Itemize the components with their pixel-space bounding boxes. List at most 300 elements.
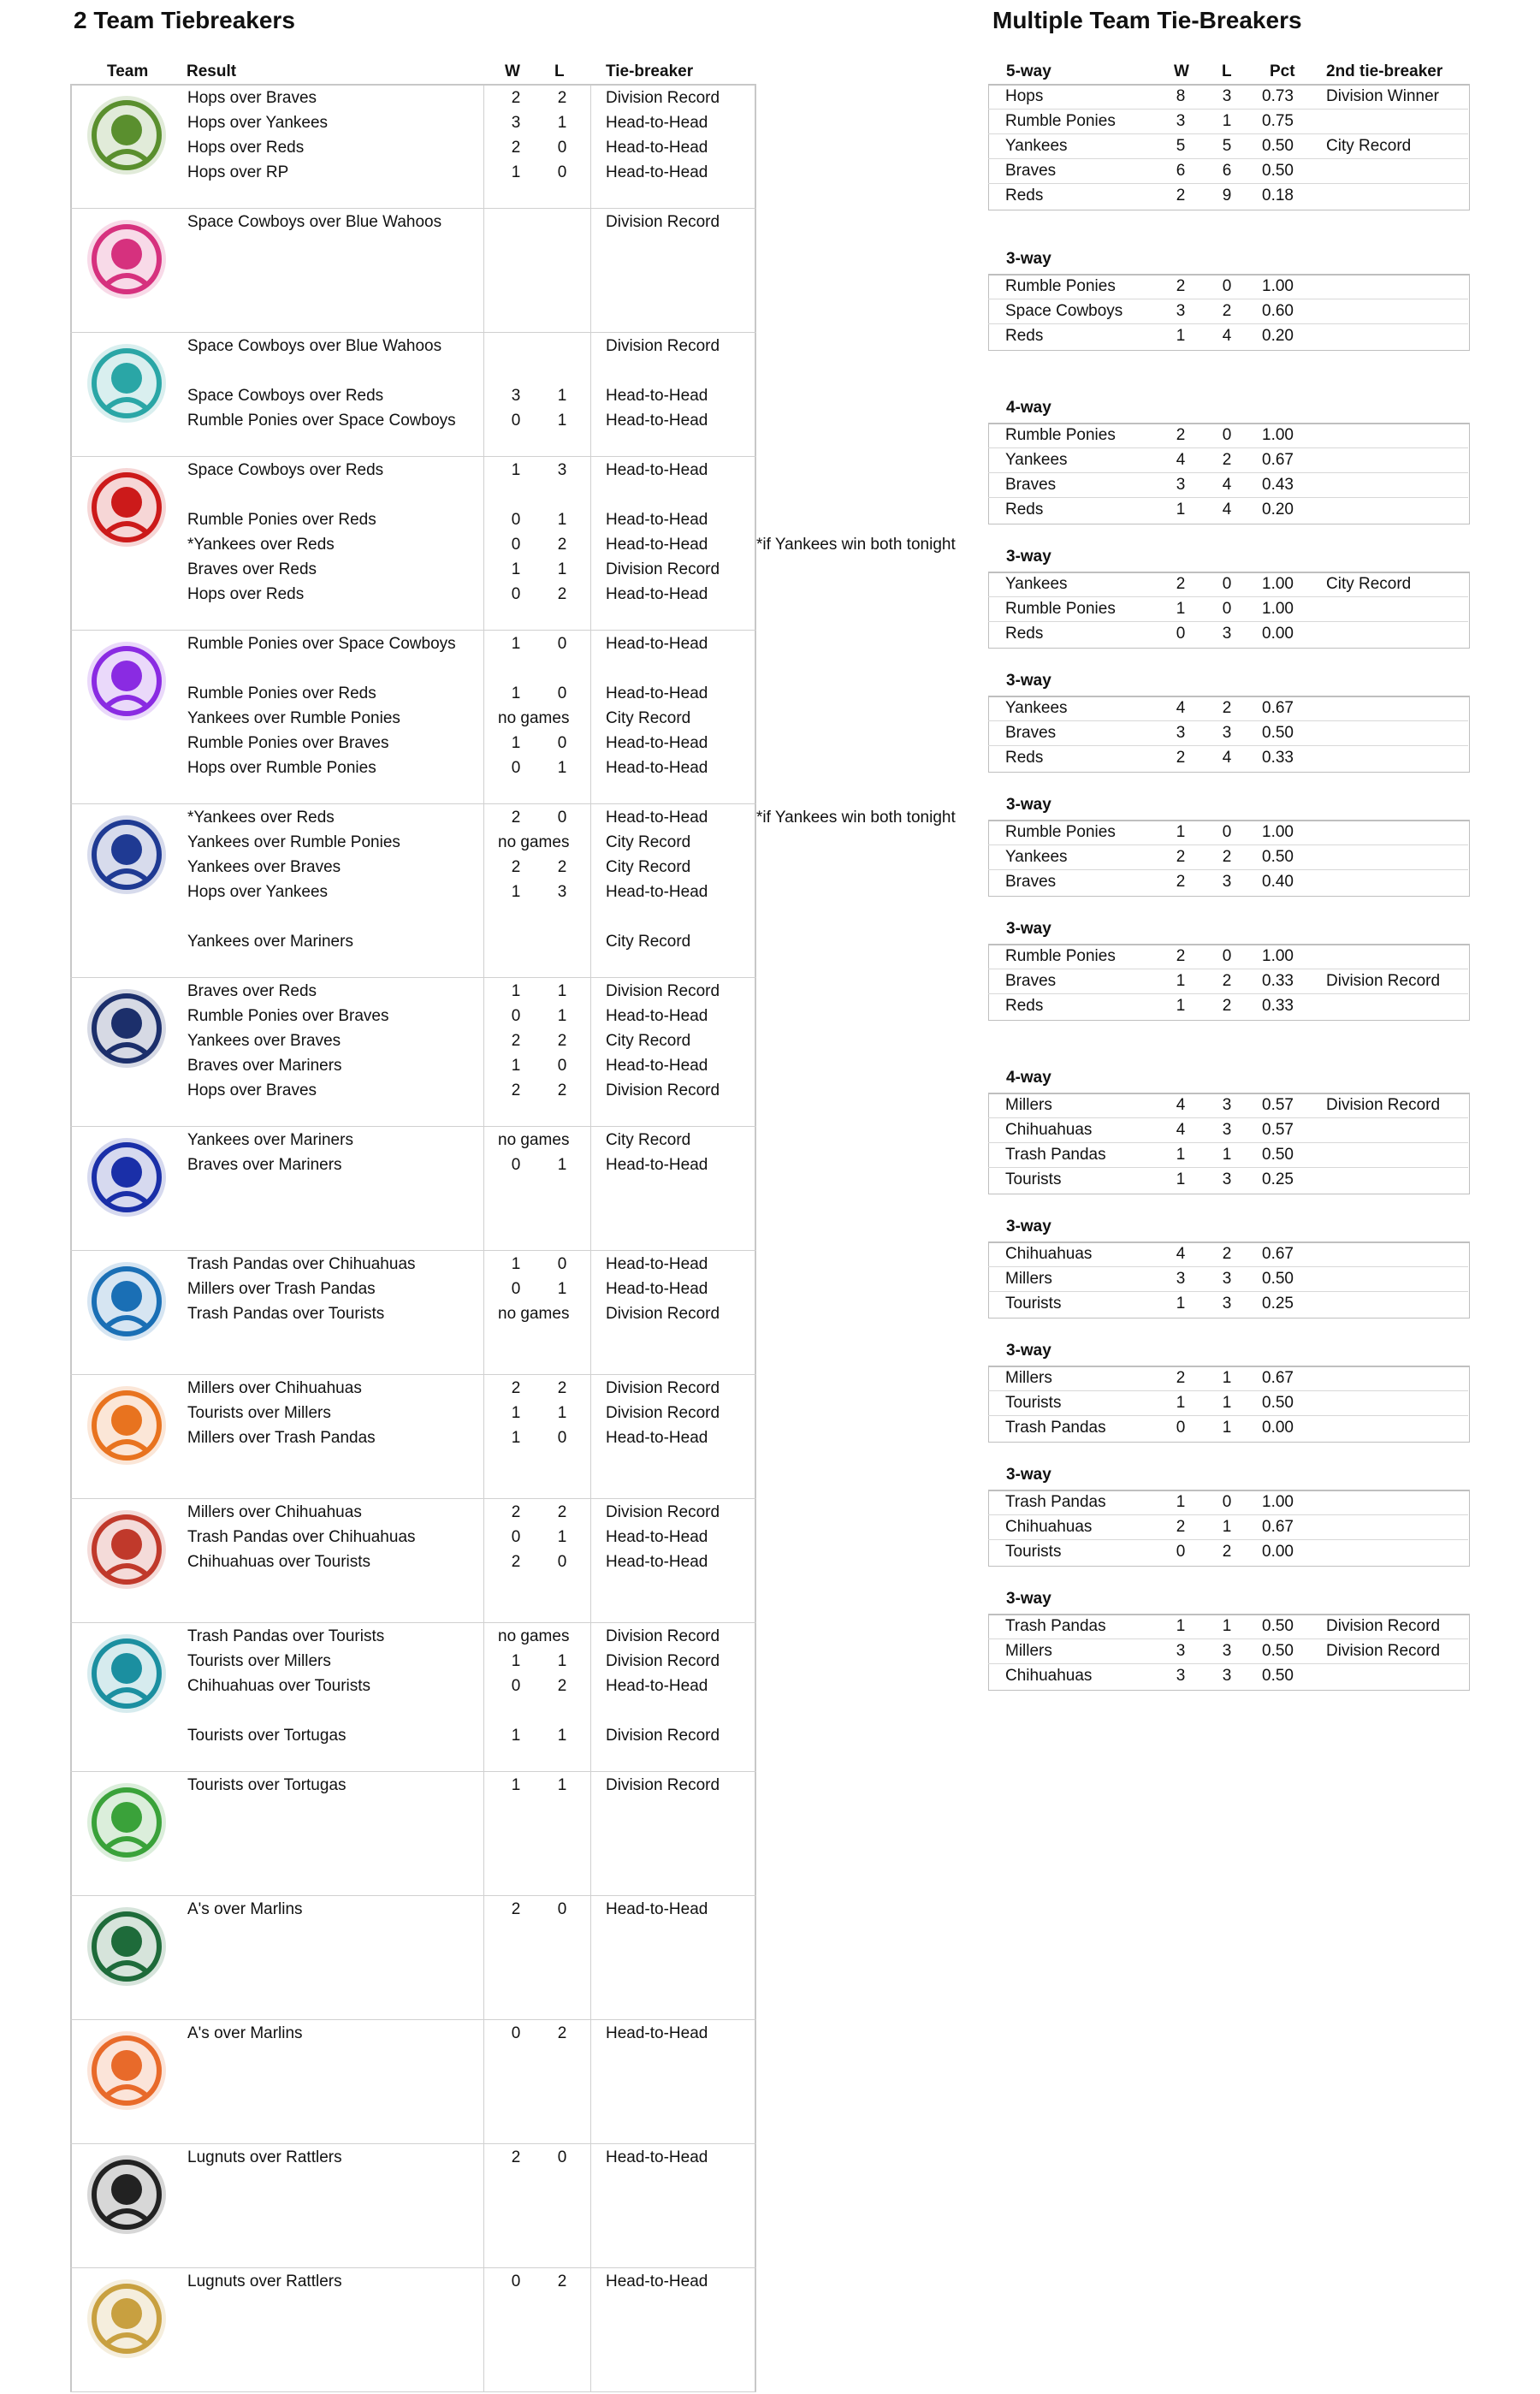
group-divider [70,1771,756,1772]
pct-value: 1.00 [1262,426,1294,444]
tiebreaker-text: Head-to-Head [606,511,708,529]
group-divider [70,630,756,631]
result-text: Hops over Yankees [187,114,329,132]
wins-value: 0 [511,1528,521,1546]
wins-value: no games [498,833,570,851]
wins-value: 2 [1176,187,1186,204]
tiebreaker-text: Division Record [606,89,720,107]
pct-value: 0.50 [1262,1667,1294,1685]
row-divider [988,720,1468,721]
wins-value: 4 [1176,1245,1186,1263]
wins-value: 1 [511,883,521,901]
block-label: 3-way [1006,250,1051,268]
wins-value: 0 [511,2024,521,2042]
pct-value: 1.00 [1262,947,1294,965]
wins-value: 4 [1176,1121,1186,1139]
tiebreaker-text: City Record [606,1131,691,1149]
millers-logo [80,1379,173,1472]
team-name: Reds [1005,187,1044,204]
wins-value: 0 [511,1007,521,1025]
tiebreaker-text: Division Record [606,1727,720,1745]
pct-value: 0.50 [1262,1270,1294,1288]
right-title: Multiple Team Tie-Breakers [992,7,1302,33]
group-divider [70,803,756,804]
wins-value: 0 [511,1677,521,1695]
lugnuts-logo [80,2148,173,2241]
wins-value: 3 [1176,724,1186,742]
losses-value: 3 [1222,724,1232,742]
wins-value: 1 [511,163,521,181]
tiebreaker-text: Head-to-Head [606,759,708,777]
wins-value: 1 [511,982,521,1000]
pct-value: 0.57 [1262,1096,1294,1114]
tiebreaker-text: City Record [606,709,691,727]
group-divider [70,456,756,457]
team-name: Braves [1005,873,1057,891]
wins-value: 2 [511,2148,521,2166]
wins-value: 2 [1176,277,1186,295]
group-divider [70,977,756,978]
wins-value: 0 [1176,1419,1186,1437]
wins-value: 1 [511,1652,521,1670]
tiebreaker-text: Head-to-Head [606,635,708,653]
pct-value: 0.33 [1262,997,1294,1015]
pct-value: 0.00 [1262,625,1294,643]
second-tiebreaker: Division Winner [1326,87,1439,105]
row-divider [988,993,1468,994]
wins-value: 1 [1176,600,1186,618]
team-name: Tourists [1005,1394,1062,1412]
result-text: Braves over Mariners [187,1057,342,1075]
tiebreaker-text: City Record [606,858,691,876]
result-text: Space Cowboys over Reds [187,387,384,405]
block-label: 3-way [1006,1342,1051,1360]
losses-value: 1 [557,1156,567,1174]
second-tiebreaker: Division Record [1326,1617,1441,1635]
wins-value: 1 [1176,501,1186,519]
team-name: Tourists [1005,1170,1062,1188]
team-name: Rumble Ponies [1005,823,1116,841]
row-divider [988,1539,1468,1540]
pct-value: 1.00 [1262,277,1294,295]
mariners-logo [80,1131,173,1224]
losses-value: 0 [1222,823,1232,841]
losses-value: 0 [557,734,567,752]
team-name: Rumble Ponies [1005,112,1116,130]
losses-value: 0 [557,809,567,827]
losses-value: 3 [1222,1096,1232,1114]
wins-value: 2 [511,1553,521,1571]
result-text: Yankees over Braves [187,858,341,876]
team-name: Trash Pandas [1005,1617,1106,1635]
row-divider [988,596,1468,597]
losses-value: 3 [1222,873,1232,891]
wins-value: 0 [1176,625,1186,643]
result-text: Hops over Reds [187,585,305,603]
losses-value: 0 [1222,1493,1232,1511]
losses-value: 2 [557,536,567,554]
result-text: Hops over RP [187,163,289,181]
team-name: Trash Pandas [1005,1493,1106,1511]
losses-value: 4 [1222,327,1232,345]
team-name: Yankees [1005,575,1068,593]
second-tiebreaker: City Record [1326,137,1412,155]
row-divider [988,497,1468,498]
team-name: Yankees [1005,137,1068,155]
losses-value: 2 [1222,1543,1232,1561]
wins-value: 2 [511,809,521,827]
row-divider [988,621,1468,622]
losses-value: 0 [557,2148,567,2166]
team-name: Trash Pandas [1005,1419,1106,1437]
yankees-logo [80,809,173,901]
braves-logo [80,982,173,1075]
tiebreaker-text: Head-to-Head [606,684,708,702]
wins-value: 2 [511,1379,521,1397]
wins-value: 3 [511,114,521,132]
wins-value: 1 [1176,1146,1186,1164]
result-text: Braves over Mariners [187,1156,342,1174]
tiebreaker-text: Head-to-Head [606,461,708,479]
row-divider [988,447,1468,448]
wins-value: 1 [1176,1493,1186,1511]
block-label: 4-way [1006,399,1051,417]
blue-wahoos-logo [80,213,173,305]
header-result: Result [187,62,237,80]
losses-value: 0 [1222,575,1232,593]
result-text: Millers over Trash Pandas [187,1280,376,1298]
team-name: Millers [1005,1270,1052,1288]
tiebreaker-text: Head-to-Head [606,809,708,827]
pct-value: 0.50 [1262,1642,1294,1660]
losses-value: 2 [557,1677,567,1695]
row-divider [988,472,1468,473]
row-divider [988,745,1468,746]
result-text: *Yankees over Reds [187,536,335,554]
losses-value: 1 [557,560,567,578]
wins-value: 2 [511,139,521,157]
team-name: Chihuahuas [1005,1518,1093,1536]
tiebreaker-text: Division Record [606,1404,720,1422]
losses-value: 0 [557,1255,567,1273]
header-w: W [505,62,520,80]
losses-value: 5 [1222,137,1232,155]
losses-value: 2 [1222,451,1232,469]
wins-value: 2 [1176,848,1186,866]
row-divider [988,183,1468,184]
pct-value: 0.43 [1262,476,1294,494]
wins-value: 0 [511,1156,521,1174]
row-divider [988,109,1468,110]
wins-value: no games [498,1627,570,1645]
header-divider [70,84,756,86]
header-team: Team [107,62,149,80]
tiebreaker-text: City Record [606,833,691,851]
wins-value: 0 [511,412,521,430]
right-header-l: L [1222,62,1232,80]
row-divider [988,1291,1468,1292]
losses-value: 0 [1222,277,1232,295]
losses-value: 0 [557,139,567,157]
team-name: Rumble Ponies [1005,277,1116,295]
team-name: Braves [1005,972,1057,990]
tiebreaker-text: Division Record [606,560,720,578]
pct-value: 0.67 [1262,451,1294,469]
wins-value: no games [498,1131,570,1149]
wins-value: 0 [511,585,521,603]
losses-value: 3 [1222,1642,1232,1660]
wins-value: 1 [511,635,521,653]
wins-value: 1 [1176,327,1186,345]
result-text: Braves over Reds [187,982,317,1000]
result-text: Trash Pandas over Chihuahuas [187,1255,416,1273]
wins-value: 1 [511,734,521,752]
losses-value: 1 [557,1007,567,1025]
row-divider [988,1390,1468,1391]
losses-value: 2 [1222,972,1232,990]
wins-value: 1 [1176,1394,1186,1412]
wins-value: 4 [1176,699,1186,717]
pct-value: 0.00 [1262,1419,1294,1437]
pct-value: 1.00 [1262,600,1294,618]
result-text: Trash Pandas over Tourists [187,1305,385,1323]
losses-value: 2 [557,1503,567,1521]
result-text: *Yankees over Reds [187,809,335,827]
tiebreaker-text: Head-to-Head [606,1057,708,1075]
losses-value: 2 [557,858,567,876]
losses-value: 2 [1222,699,1232,717]
tiebreaker-text: Division Record [606,337,720,355]
losses-value: 1 [557,114,567,132]
losses-value: 0 [557,1900,567,1918]
wins-value: 1 [1176,997,1186,1015]
wins-value: 1 [511,1057,521,1075]
tiebreaker-text: Head-to-Head [606,1553,708,1571]
tiebreaker-text: Head-to-Head [606,1255,708,1273]
wins-value: 2 [511,1900,521,1918]
losses-value: 3 [1222,1121,1232,1139]
wins-value: no games [498,709,570,727]
tiebreaker-text: Division Record [606,982,720,1000]
tiebreaker-text: Head-to-Head [606,1677,708,1695]
result-text: Yankees over Mariners [187,933,353,951]
pct-value: 1.00 [1262,823,1294,841]
block-label: 3-way [1006,548,1051,566]
losses-value: 1 [557,1776,567,1794]
wins-value: 2 [511,1503,521,1521]
pct-value: 0.50 [1262,1617,1294,1635]
group-divider [70,2019,756,2020]
team-name: Chihuahuas [1005,1121,1093,1139]
wins-value: 2 [511,858,521,876]
row-divider [988,1266,1468,1267]
pct-value: 0.40 [1262,873,1294,891]
team-name: Hops [1005,87,1044,105]
group-divider [70,1622,756,1623]
losses-value: 0 [1222,600,1232,618]
tiebreaker-text: Head-to-Head [606,114,708,132]
wins-value: 0 [511,759,521,777]
result-text: Tourists over Millers [187,1652,331,1670]
result-text: Rumble Ponies over Braves [187,1007,389,1025]
pct-value: 0.20 [1262,501,1294,519]
row-divider [988,844,1468,845]
tiebreaker-text: Division Record [606,1776,720,1794]
wins-value: 3 [1176,112,1186,130]
losses-value: 3 [1222,87,1232,105]
wins-value: 4 [1176,451,1186,469]
space-cowboys-logo [80,337,173,430]
pct-value: 0.50 [1262,162,1294,180]
wins-value: 2 [1176,426,1186,444]
tiebreaker-text: Head-to-Head [606,734,708,752]
wins-value: 1 [511,1429,521,1447]
result-text: A's over Marlins [187,1900,303,1918]
tiebreaker-text: Head-to-Head [606,2273,708,2290]
wins-value: 2 [511,89,521,107]
result-text: Millers over Chihuahuas [187,1379,362,1397]
row-divider [988,869,1468,870]
team-name: Rumble Ponies [1005,600,1116,618]
losses-value: 2 [557,1379,567,1397]
team-name: Reds [1005,501,1044,519]
losses-value: 0 [557,1057,567,1075]
wins-value: 3 [1176,1642,1186,1660]
wins-value: 1 [511,461,521,479]
pct-value: 0.25 [1262,1295,1294,1313]
losses-value: 4 [1222,476,1232,494]
tiebreaker-text: Division Record [606,213,720,231]
wins-value: 3 [1176,476,1186,494]
team-name: Reds [1005,997,1044,1015]
result-text: Lugnuts over Rattlers [187,2273,342,2290]
row-divider [988,1167,1468,1168]
tiebreaker-text: Head-to-Head [606,2024,708,2042]
team-name: Millers [1005,1642,1052,1660]
tiebreaker-text: Head-to-Head [606,1429,708,1447]
tiebreaker-text: Head-to-Head [606,2148,708,2166]
losses-value: 2 [1222,997,1232,1015]
losses-value: 1 [1222,1518,1232,1536]
row-divider [988,1415,1468,1416]
wins-value: 1 [1176,972,1186,990]
losses-value: 1 [557,511,567,529]
wins-value: 8 [1176,87,1186,105]
tiebreaker-text: Division Record [606,1627,720,1645]
block-label: 3-way [1006,796,1051,814]
losses-value: 1 [557,412,567,430]
right-header-pct: Pct [1270,62,1295,80]
wins-value: 0 [511,1280,521,1298]
team-name: Yankees [1005,699,1068,717]
result-text: Hops over Braves [187,1081,317,1099]
pct-value: 0.67 [1262,1369,1294,1387]
result-text: Chihuahuas over Tourists [187,1553,371,1571]
team-name: Reds [1005,327,1044,345]
rumble-ponies-logo [80,635,173,727]
result-text: Hops over Yankees [187,883,329,901]
tortugas-logo [80,1776,173,1869]
losses-value: 1 [1222,112,1232,130]
pct-value: 0.50 [1262,724,1294,742]
row-divider [988,1663,1468,1664]
result-text: Space Cowboys over Blue Wahoos [187,337,442,355]
pct-value: 0.67 [1262,699,1294,717]
pct-value: 1.00 [1262,575,1294,593]
tiebreaker-text: Head-to-Head [606,1528,708,1546]
team-name: Rumble Ponies [1005,426,1116,444]
wins-value: 0 [1176,1543,1186,1561]
losses-value: 3 [1222,1270,1232,1288]
team-name: Yankees [1005,451,1068,469]
tiebreaker-text: Division Record [606,1652,720,1670]
result-text: Millers over Chihuahuas [187,1503,362,1521]
block-label: 3-way [1006,1218,1051,1236]
result-text: Rumble Ponies over Reds [187,684,376,702]
losses-value: 0 [557,163,567,181]
wins-value: 1 [1176,1617,1186,1635]
tiebreaker-text: Head-to-Head [606,1007,708,1025]
chihuahuas-logo [80,1503,173,1596]
pct-value: 0.50 [1262,848,1294,866]
result-text: Rumble Ponies over Braves [187,734,389,752]
footnote: *if Yankees win both tonight [756,809,956,827]
pct-value: 0.25 [1262,1170,1294,1188]
wins-value: 1 [511,1255,521,1273]
tiebreaker-text: Head-to-Head [606,412,708,430]
pct-value: 0.50 [1262,137,1294,155]
right-header-w: W [1174,62,1189,80]
row-divider [988,1514,1468,1515]
losses-value: 1 [557,1404,567,1422]
team-name: Space Cowboys [1005,302,1123,320]
team-name: Braves [1005,162,1057,180]
athletics-logo [80,1900,173,1993]
row-divider [988,1117,1468,1118]
result-text: Space Cowboys over Reds [187,461,384,479]
pct-value: 0.75 [1262,112,1294,130]
pct-value: 0.18 [1262,187,1294,204]
group-divider [70,332,756,333]
team-name: Braves [1005,476,1057,494]
result-text: Tourists over Tortugas [187,1776,346,1794]
team-name: Chihuahuas [1005,1245,1093,1263]
group-divider [70,2267,756,2268]
pct-value: 0.60 [1262,302,1294,320]
second-tiebreaker: City Record [1326,575,1412,593]
block-label: 3-way [1006,920,1051,938]
wins-value: 2 [511,1032,521,1050]
losses-value: 3 [1222,625,1232,643]
header-tiebreaker: Tie-breaker [606,62,694,80]
losses-value: 4 [1222,749,1232,767]
tourists-logo [80,1627,173,1720]
losses-value: 1 [557,982,567,1000]
wins-value: 2 [1176,1518,1186,1536]
losses-value: 1 [1222,1617,1232,1635]
losses-value: 2 [1222,848,1232,866]
team-name: Millers [1005,1096,1052,1114]
group-divider [70,1895,756,1896]
losses-value: 3 [1222,1170,1232,1188]
wins-value: 3 [1176,1270,1186,1288]
tiebreaker-text: Division Record [606,1379,720,1397]
losses-value: 2 [557,2273,567,2290]
losses-value: 3 [557,461,567,479]
group-divider [70,1498,756,1499]
result-text: Yankees over Rumble Ponies [187,709,400,727]
result-text: Chihuahuas over Tourists [187,1677,371,1695]
